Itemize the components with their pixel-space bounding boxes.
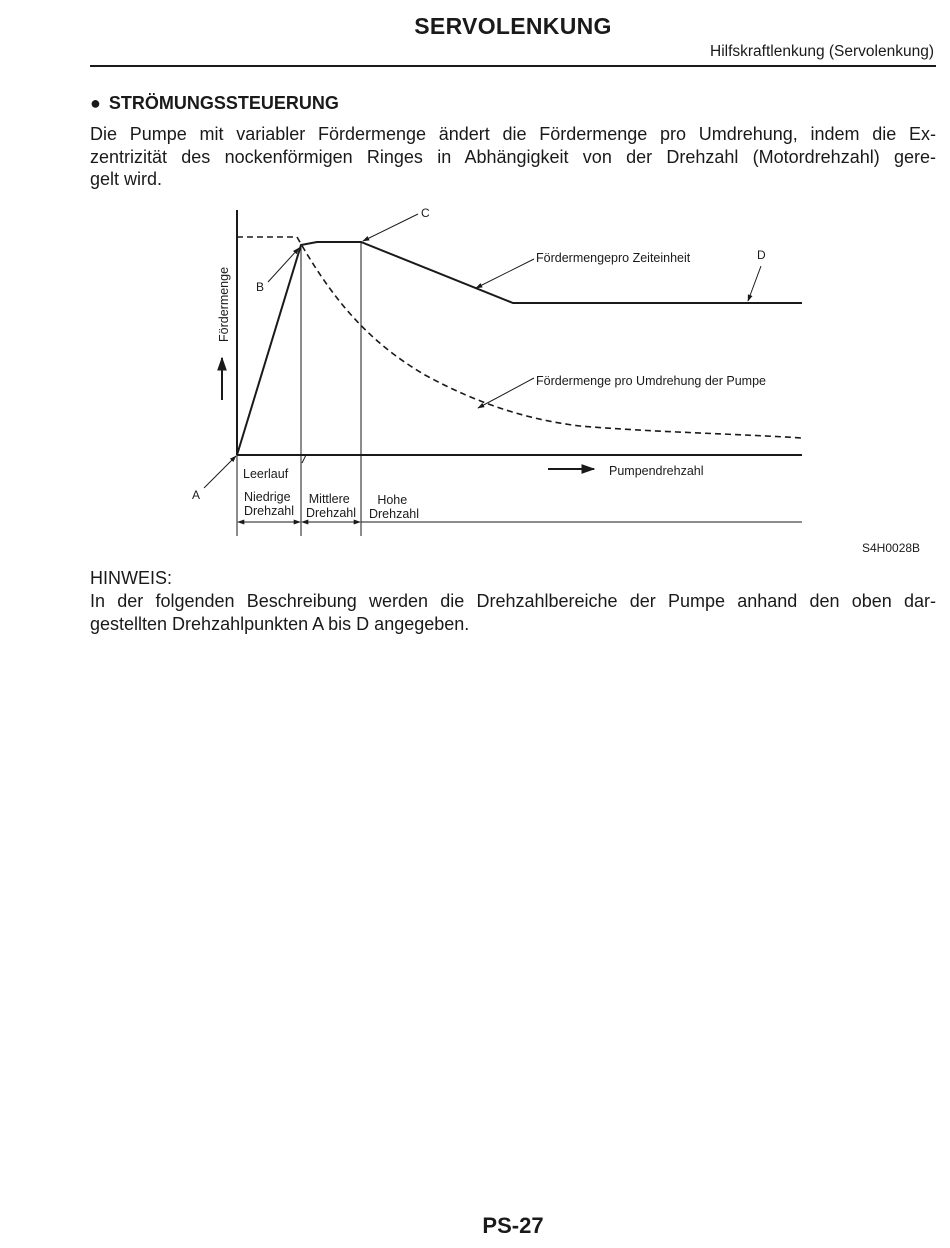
point-c-arrow-icon xyxy=(363,214,418,241)
x-axis-label: Pumpendrehzahl xyxy=(609,464,704,478)
range-label-high-line: Drehzahl xyxy=(368,507,420,521)
intro-line: zentrizität des nockenförmigen Ringes in Abhängigkeit von der Drehzahl (Motordrehzahl) gere- xyxy=(90,146,936,167)
range-label-low-line: Niedrige xyxy=(243,490,291,504)
figure-code: S4H0028B xyxy=(862,541,921,555)
label-arrow-per-time-icon xyxy=(476,259,534,288)
page-subtitle: Hilfskraftlenkung (Servolenkung) xyxy=(710,43,934,60)
intro-paragraph xyxy=(90,123,936,191)
intro-line: gelt wird. xyxy=(90,169,163,189)
range-label-mid xyxy=(306,492,356,520)
curve-per-revolution xyxy=(237,237,802,438)
curve-label-per-time: Fördermengepro Zeiteinheit xyxy=(536,251,691,265)
note-label: HINWEIS: xyxy=(90,568,173,588)
point-label-d: D xyxy=(757,248,766,262)
range-label-mid-line: Mittlere xyxy=(308,492,350,506)
point-label-b: B xyxy=(256,280,265,294)
point-d-arrow-icon xyxy=(748,266,761,301)
range-label-mid-line: Drehzahl xyxy=(305,506,357,520)
note-line: In der folgenden Beschreibung werden die Drehzahlbereiche der Pumpe anhand den oben dar- xyxy=(90,591,936,611)
flow-diagram xyxy=(180,200,820,550)
section-heading-text: STRÖMUNGSSTEUERUNG xyxy=(108,93,339,113)
intro-line: Die Pumpe mit variabler Fördermenge ändert die Fördermenge pro Umdrehung, indem die Ex- xyxy=(90,124,936,144)
label-arrow-per-revolution-icon xyxy=(478,378,534,408)
range-label-low-line: Drehzahl xyxy=(243,504,295,518)
point-label-c: C xyxy=(421,206,430,220)
note-paragraph xyxy=(90,590,936,635)
idle-label: Leerlauf xyxy=(243,467,289,481)
bullet-icon: ● xyxy=(90,93,101,113)
range-label-high xyxy=(369,493,419,521)
range-label-low xyxy=(244,490,294,518)
point-label-a: A xyxy=(192,488,201,502)
header-rule xyxy=(90,65,936,67)
range-label-high-line: Hohe xyxy=(377,493,408,507)
curve-label-per-revolution: Fördermenge pro Umdrehung der Pumpe xyxy=(536,374,766,388)
y-axis-label: Fördermenge xyxy=(217,266,231,342)
note-line: gestellten Drehzahlpunkten A bis D angegeben. xyxy=(90,613,470,634)
section-heading xyxy=(90,93,339,114)
curve-per-time xyxy=(237,242,802,455)
point-a-arrow-icon xyxy=(204,456,236,488)
flow-diagram-svg xyxy=(180,200,820,545)
page-number: PS-27 xyxy=(482,1213,544,1238)
page-title: SERVOLENKUNG xyxy=(414,13,612,39)
label-arrow-idle-icon xyxy=(302,455,306,463)
